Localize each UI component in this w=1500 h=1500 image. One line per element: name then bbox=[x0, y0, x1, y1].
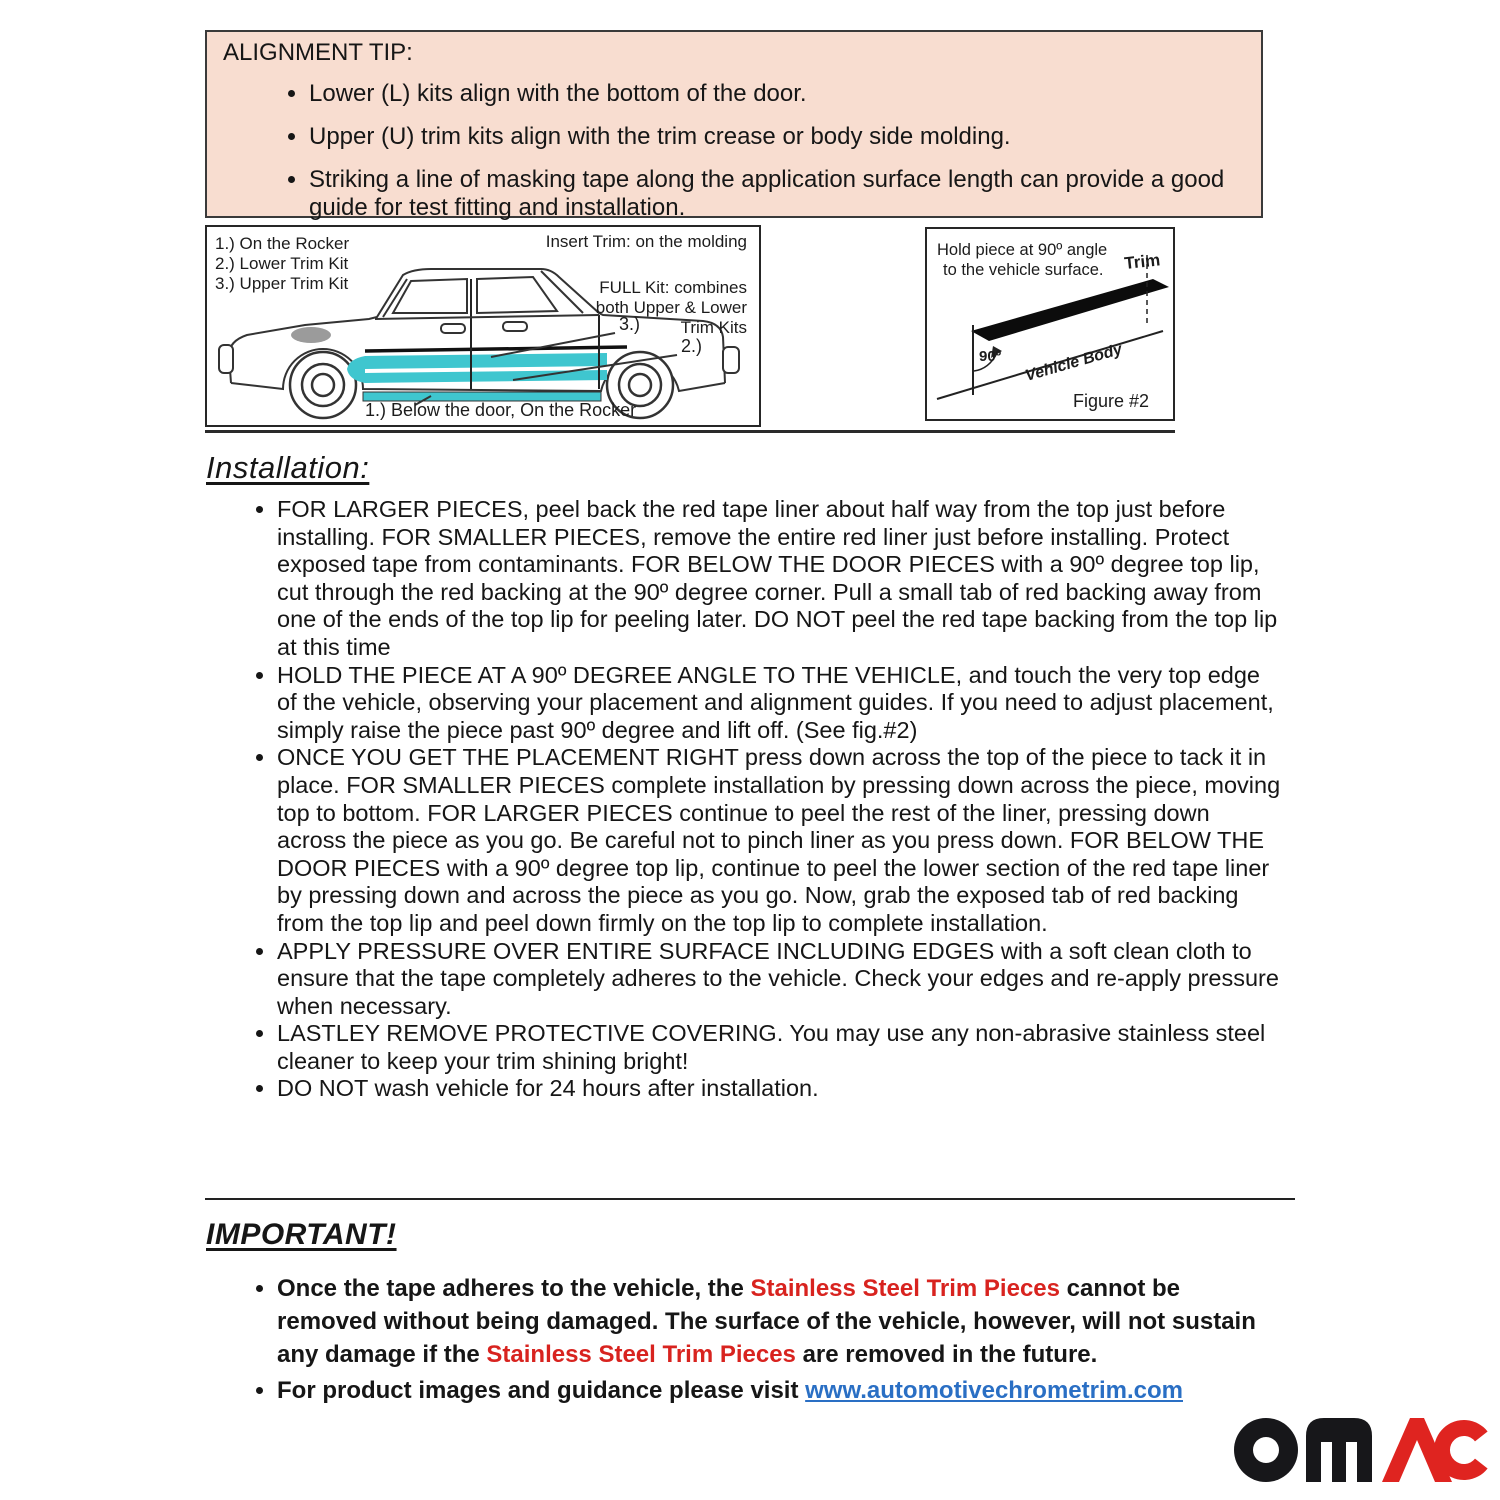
omac-logo bbox=[1232, 1400, 1496, 1492]
callout-rocker-label: 1.) Below the door, On the Rocker bbox=[365, 400, 637, 420]
logo-letter-m bbox=[1306, 1418, 1372, 1482]
fender-oval bbox=[291, 327, 331, 343]
callout-lower-label: 2.) bbox=[681, 336, 703, 356]
full-kit-note: both Upper & Lower bbox=[595, 298, 747, 317]
beltline bbox=[375, 315, 599, 319]
car-trim-diagram bbox=[205, 225, 761, 427]
vehicle-body-label: Vehicle Body bbox=[1023, 340, 1125, 385]
door-handle-front bbox=[441, 324, 465, 333]
body-molding-line bbox=[365, 347, 627, 351]
chrometrim-link[interactable]: www.automotivechrometrim.com bbox=[805, 1377, 1183, 1404]
installation-step: • APPLY PRESSURE OVER ENTIRE SURFACE INCLUDING EDGES with a soft clean cloth to ensure that the tape completely adheres to the vehicle. Check your edges and re-apply pressure when necessary. bbox=[277, 938, 1282, 1021]
link-prefix-text: For product images and guidance please visit bbox=[277, 1377, 806, 1404]
trim-label: Trim bbox=[1123, 250, 1162, 273]
alignment-tip-title: ALIGNMENT TIP: bbox=[223, 39, 413, 66]
car-legend-item: 3.) Upper Trim Kit bbox=[215, 274, 349, 293]
alignment-tip-list bbox=[223, 80, 1241, 222]
trim-piece-shape bbox=[971, 279, 1169, 341]
important-note: • Once the tape adheres to the vehicle, the Stainless Steel Trim Pieces cannot be removed without being damaged. The surface of the vehicle, however, will not sustain any damage if the Stainless Steel Trim Pieces are removed in the future. bbox=[277, 1272, 1277, 1371]
section-divider bbox=[205, 1198, 1295, 1200]
angle-label: 90º bbox=[979, 348, 1002, 365]
car-legend-item: 1.) On the Rocker bbox=[215, 234, 350, 253]
insert-trim-note: Insert Trim: on the molding bbox=[545, 232, 747, 251]
figures-row bbox=[205, 225, 1175, 433]
installation-step: • DO NOT wash vehicle for 24 hours after installation. bbox=[277, 1075, 1282, 1103]
front-bumper bbox=[219, 345, 233, 373]
installation-heading: Installation: bbox=[206, 450, 370, 485]
full-kit-note: Trim Kits bbox=[680, 318, 747, 337]
trim-stripe-upper bbox=[365, 353, 607, 369]
figure2-instruction-line1: Hold piece at 90º angle bbox=[937, 241, 1108, 259]
full-kit-note: FULL Kit: combines bbox=[599, 278, 747, 297]
important-list bbox=[205, 1272, 1277, 1410]
installation-step: • HOLD THE PIECE AT A 90º DEGREE ANGLE TO THE VEHICLE, and touch the very top edge of the vehicle, observing your placement and alignment guides. If you need to adjust placement, simply raise the piece past 90º degree and lift off. (See fig.#2) bbox=[277, 662, 1282, 745]
important-heading: IMPORTANT! bbox=[206, 1218, 397, 1251]
installation-list bbox=[205, 496, 1282, 1103]
alignment-tip-box bbox=[205, 30, 1263, 221]
car-legend-item: 2.) Lower Trim Kit bbox=[215, 254, 349, 273]
figures-underline bbox=[205, 430, 1175, 433]
rear-bumper bbox=[723, 347, 739, 373]
figure2-instruction-line2: to the vehicle surface. bbox=[943, 261, 1104, 279]
car-illustration bbox=[207, 227, 755, 421]
door-handle-rear bbox=[503, 322, 527, 331]
alignment-tip-item: • Striking a line of masking tape along the application surface length can provide a good guide for test fitting and installation. bbox=[309, 166, 1241, 222]
installation-step: • FOR LARGER PIECES, peel back the red tape liner about half way from the top just before installing. FOR SMALLER PIECES, remove the entire red liner just before installing. Protect exposed tape from contaminants. FOR BELOW THE DOOR PIECES with a 90º degree top lip, cut through the red backing at the 90º degree corner. Pull a small tab of red backing away from one of the ends of the top lip for peeling later. DO NOT peel the red tape backing from the top lip at this time bbox=[277, 496, 1282, 662]
callout-upper-label: 3.) bbox=[619, 314, 641, 334]
installation-step: • LASTLEY REMOVE PROTECTIVE COVERING. You may use any non-abrasive stainless steel cleaner to keep your trim shining bright! bbox=[277, 1020, 1282, 1075]
figure-2-diagram bbox=[925, 227, 1175, 421]
alignment-tip-item: • Upper (U) trim kits align with the trim crease or body side molding. bbox=[309, 123, 1241, 151]
installation-step: • ONCE YOU GET THE PLACEMENT RIGHT press down across the top of the piece to tack it in place. FOR SMALLER PIECES complete installation by pressing down across the piece, moving top to bottom. FOR LARGER PIECES continue to peel the rest of the liner, pressing down across the piece as you go. Be careful not to pinch liner as you press down. FOR BELOW THE DOOR PIECES with a 90º degree top lip, continue to peel the lower section of the red tape liner by pressing down and across the piece as you go. Now, grab the exposed tab of red backing from the top lip and peel down firmly on the top lip to complete installation. bbox=[277, 744, 1282, 937]
rear-window bbox=[477, 277, 557, 313]
important-note bbox=[277, 1374, 1277, 1407]
alignment-tip-item: • Lower (L) kits align with the bottom of the door. bbox=[309, 80, 1241, 108]
figure2-caption: Figure #2 bbox=[1073, 391, 1150, 411]
figure-2-illustration bbox=[927, 229, 1169, 415]
